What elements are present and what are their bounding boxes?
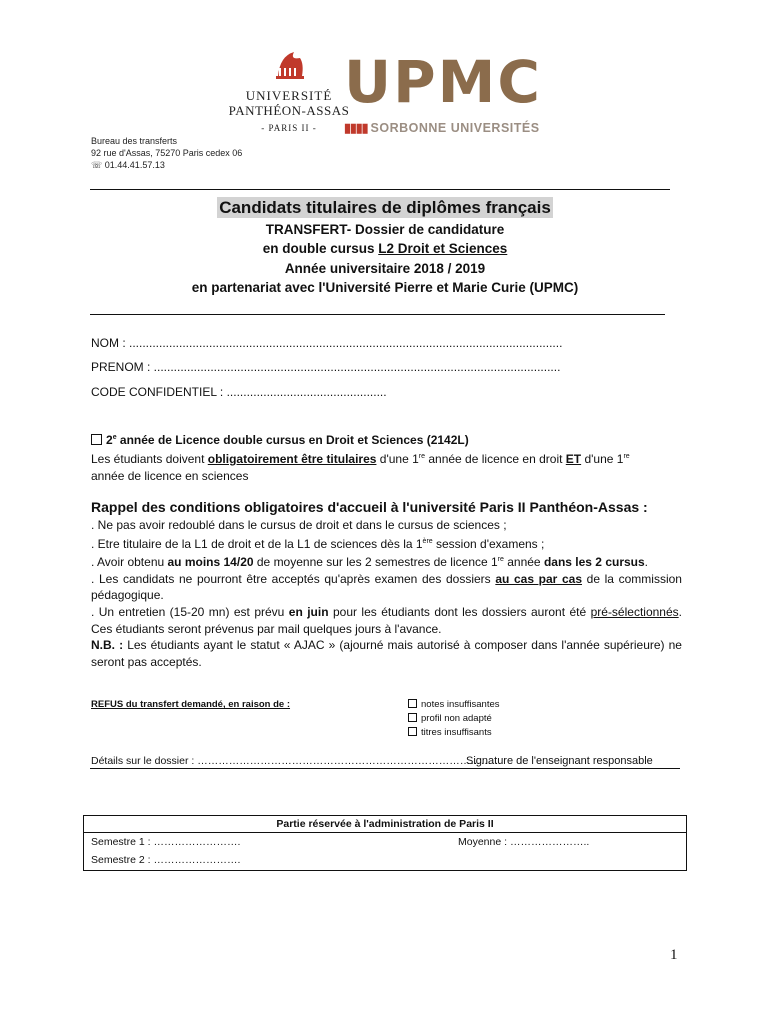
checkbox-icon[interactable] xyxy=(408,727,417,736)
page-number: 1 xyxy=(670,947,678,963)
rappel-line-2: . Etre titulaire de la L1 de droit et de la L1 de sciences dès la 1ère session d'examens ; xyxy=(91,536,545,551)
checkbox-icon[interactable] xyxy=(408,713,417,722)
subtitle-3: Année universitaire 2018 / 2019 xyxy=(284,261,486,276)
moyenne-field[interactable]: Moyenne : ………………….. xyxy=(458,836,590,848)
rappel-line-4: . Les candidats ne pourront être acceptés qu'après examen des dossiers au cas par cas de la commission pédagogique. xyxy=(91,571,682,603)
upmc-wordmark: UPMC xyxy=(344,48,542,116)
prenom-field[interactable]: PRENOM : .......................................................................................................................... xyxy=(91,360,561,374)
admin-box xyxy=(83,815,687,871)
rappel-nb: N.B. : Les étudiants ayant le statut « AJAC » (ajourné mais autorisé à composer dans l'année supérieure) ne seront pas acceptés. xyxy=(91,638,682,669)
refus-option-1[interactable]: notes insuffisantes xyxy=(408,698,500,712)
details-field[interactable]: Détails sur le dossier : …………………………………………………………………………… xyxy=(91,755,502,767)
subtitle-2: en double cursus L2 Droit et Sciences xyxy=(262,241,508,256)
rappel-body xyxy=(91,517,682,670)
nom-field[interactable]: NOM : .................................................................................................................................. xyxy=(91,336,563,350)
middle-rule xyxy=(90,314,665,315)
page-title: Candidats titulaires de diplômes français xyxy=(219,198,551,217)
refus-options xyxy=(408,698,500,740)
semestre-1-field[interactable]: Semestre 1 : ……………………. xyxy=(91,836,241,848)
bureau-address xyxy=(91,135,242,171)
upmc-logo xyxy=(344,48,544,142)
sorbonne-mark-icon: ▮▮▮▮ xyxy=(344,121,368,135)
licence-heading: 2e année de Licence double cursus en Droit et Sciences (2142L) xyxy=(91,430,682,449)
subtitle-1: TRANSFERT- Dossier de candidature xyxy=(265,222,505,237)
dome-icon xyxy=(270,50,310,84)
bureau-phone: ☏ 01.44.41.57.13 xyxy=(91,160,165,170)
semestre-2-field[interactable]: Semestre 2 : ……………………. xyxy=(91,854,241,866)
rappel-line-1: . Ne pas avoir redoublé dans le cursus de droit et dans le cursus de sciences ; xyxy=(91,518,507,532)
refus-option-3[interactable]: titres insuffisants xyxy=(408,726,500,740)
univ-line-2: PANTHÉON-ASSAS xyxy=(228,103,350,118)
rappel-heading: Rappel des conditions obligatoires d'accueil à l'université Paris II Panthéon-Assas : xyxy=(91,499,648,515)
refus-label: REFUS du transfert demandé, en raison de : xyxy=(91,699,291,710)
bureau-line-2: 92 rue d'Assas, 75270 Paris cedex 06 xyxy=(91,148,243,158)
pantheon-assas-logo xyxy=(226,50,352,140)
checkbox-licence[interactable] xyxy=(91,434,102,445)
rappel-line-3: . Avoir obtenu au moins 14/20 de moyenne sur les 2 semestres de licence 1re année dans les 2 cursus. xyxy=(91,555,649,570)
sorbonne-label: ▮▮▮▮ SORBONNE UNIVERSITÉS xyxy=(344,121,540,135)
refus-option-2[interactable]: profil non adapté xyxy=(408,712,500,726)
top-rule xyxy=(90,189,670,190)
univ-line-3: - PARIS II - xyxy=(261,123,317,133)
admin-title: Partie réservée à l'administration de Paris II xyxy=(84,816,686,833)
bureau-line-1: Bureau des transferts xyxy=(91,136,178,146)
phone-icon: ☏ xyxy=(91,160,103,170)
signature-label: Signature de l'enseignant responsable xyxy=(466,755,653,767)
checkbox-icon[interactable] xyxy=(408,699,417,708)
rappel-line-5: . Un entretien (15-20 mn) est prévu en juin pour les étudiants dont les dossiers auront été pré-sélectionnés. Ces étudiants seront prévenus par mail quelques jours à l'avance. xyxy=(91,604,682,636)
details-rule xyxy=(90,768,680,769)
code-field[interactable]: CODE CONFIDENTIEL : ................................................ xyxy=(91,385,387,399)
univ-line-1: UNIVERSITÉ xyxy=(245,88,333,103)
licence-text: Les étudiants doivent obligatoirement être titulaires d'une 1re année de licence en droit ET d'une 1re année de licence en sciences xyxy=(91,452,630,483)
subtitle-4: en partenariat avec l'Université Pierre et Marie Curie (UPMC) xyxy=(191,280,579,295)
